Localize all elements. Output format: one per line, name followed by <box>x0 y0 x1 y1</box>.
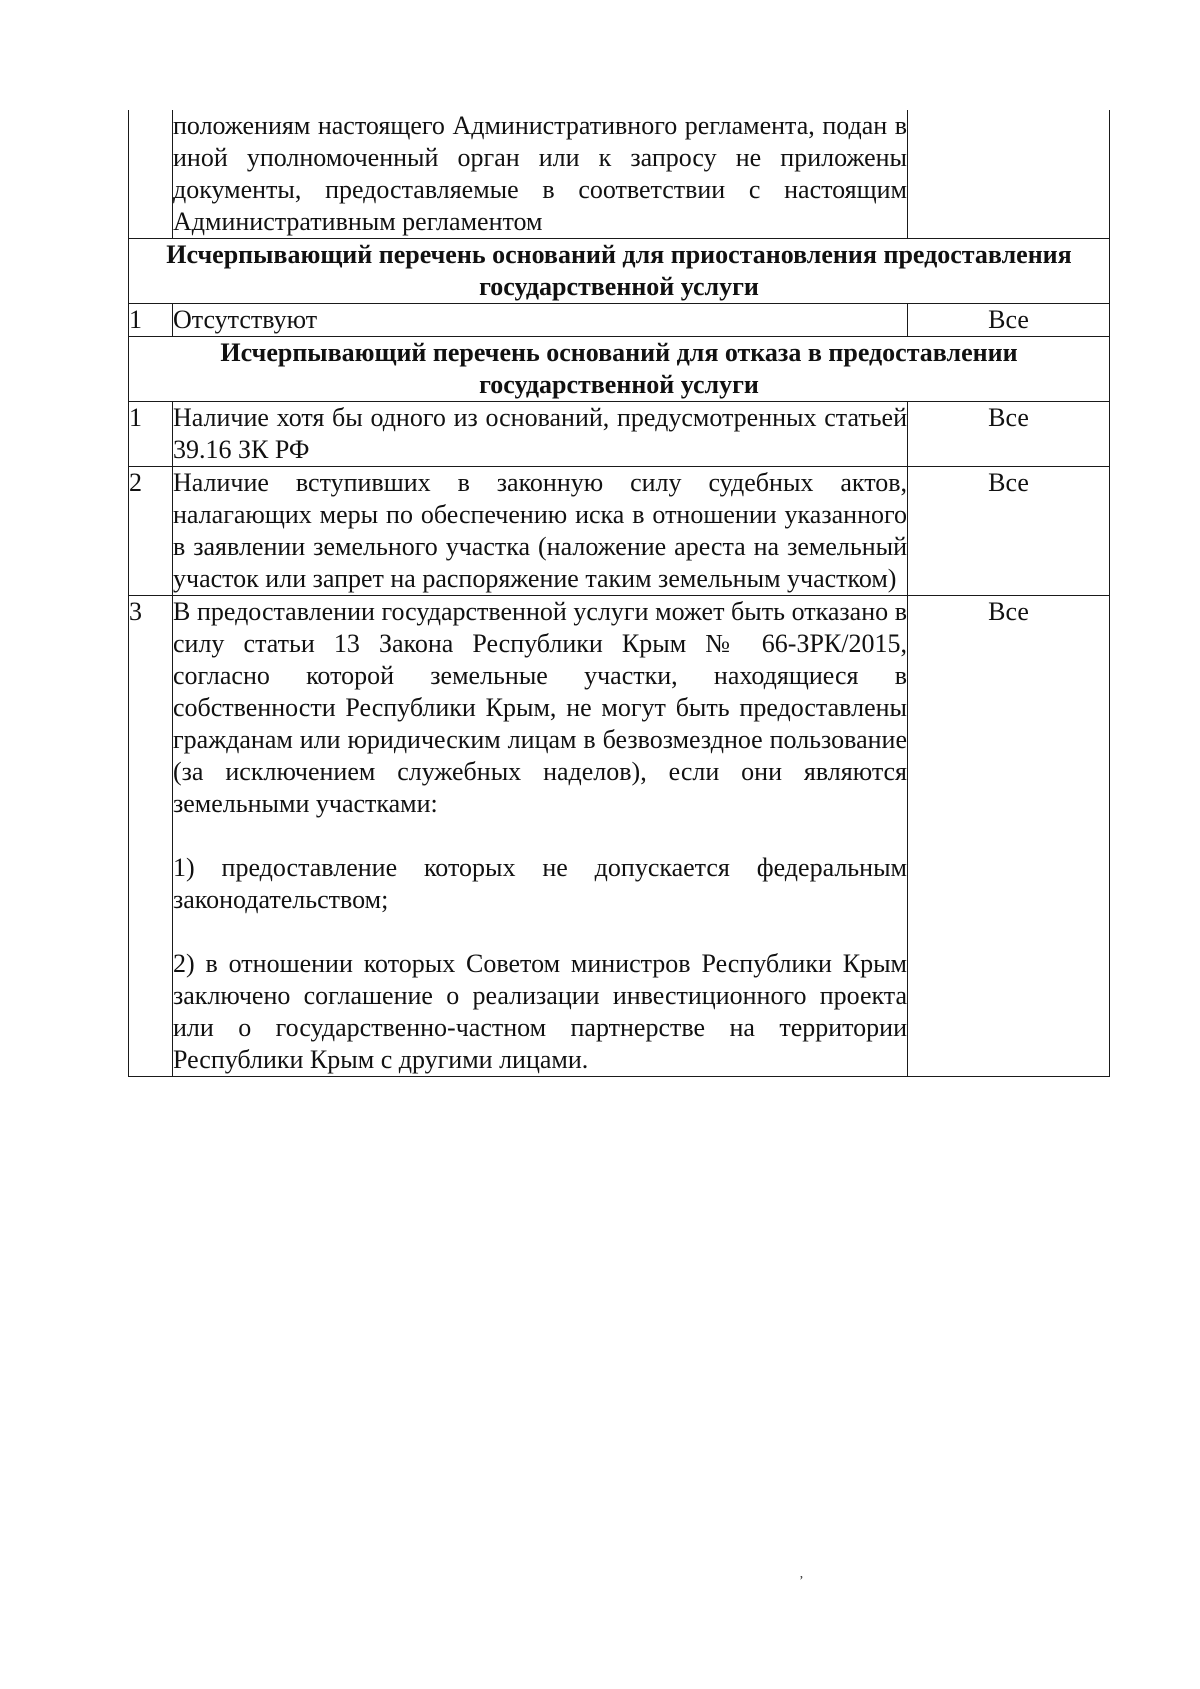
table-row <box>129 467 1110 596</box>
table-row <box>129 402 1110 467</box>
scope-cell <box>908 110 1110 239</box>
text-cell: положениям настоящего Административного регламента, подан в иной уполномоченный орган или к запросу не приложены документы, предоставляемые в соответствии с настоящим Административным регламентом <box>173 110 908 239</box>
section-heading: Исчерпывающий перечень оснований для приостановления предоставления государственной услуги <box>129 239 1110 304</box>
row-number: 3 <box>129 596 173 1077</box>
row-scope: Все <box>908 304 1110 337</box>
table-row <box>129 304 1110 337</box>
table-row-continuation <box>129 110 1110 239</box>
regulation-table <box>128 110 1110 1077</box>
row-number: 1 <box>129 304 173 337</box>
row-number: 1 <box>129 402 173 467</box>
stray-mark: ’ <box>799 1574 804 1589</box>
row-scope: Все <box>908 467 1110 596</box>
row-paragraph: 2) в отношении которых Советом министров Республики Крым заключено соглашение о реализации инвестиционного проекта или о государственно-частном партнерстве на территории Республики Крым с другими лицами. <box>173 949 907 1074</box>
row-scope: Все <box>908 596 1110 1077</box>
row-text: Наличие хотя бы одного из оснований, предусмотренных статьей 39.16 ЗК РФ <box>173 402 908 467</box>
row-number: 2 <box>129 467 173 596</box>
table-row <box>129 596 1110 1077</box>
row-scope: Все <box>908 402 1110 467</box>
row-paragraph: В предоставлении государственной услуги может быть отказано в силу статьи 13 Закона Республики Крым № 66-ЗРК/2015, согласно которой земельные участки, находящиеся в собственности Республики Крым, не могут быть предоставлены гражданам или юридическим лицам в безвозмездное пользование (за исключением служебных наделов), если они являются земельными участками: <box>173 597 907 818</box>
row-text <box>173 596 908 1077</box>
section-heading: Исчерпывающий перечень оснований для отказа в предоставлении государственной услуги <box>129 337 1110 402</box>
row-paragraph: 1) предоставление которых не допускается федеральным законодательством; <box>173 853 907 914</box>
section-heading-refusal <box>129 337 1110 402</box>
num-cell <box>129 110 173 239</box>
section-heading-suspension <box>129 239 1110 304</box>
row-text: Отсутствуют <box>173 304 908 337</box>
row-text: Наличие вступивших в законную силу судебных актов, налагающих меры по обеспечению иска в отношении указанного в заявлении земельного участка (наложение ареста на земельный участок или запрет на распоряжение таким земельным участком) <box>173 467 908 596</box>
